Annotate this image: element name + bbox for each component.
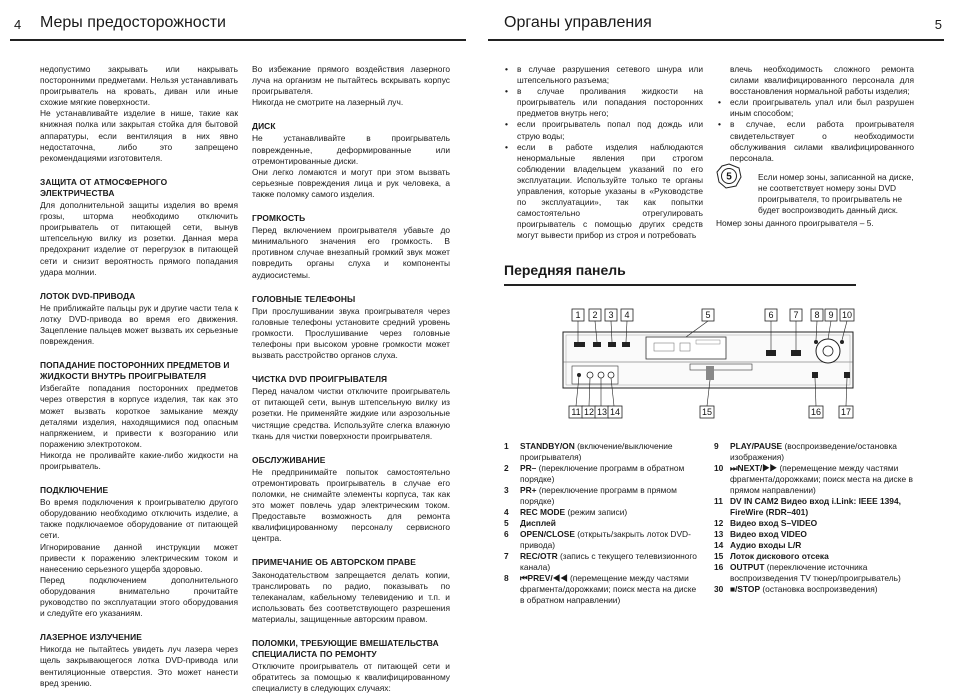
section-heading: ПОПАДАНИЕ ПОСТОРОННИХ ПРЕДМЕТОВ И ЖИДКОСТИ ВНУТРЬ ПРОИГРЫВАТЕЛЯ <box>40 360 230 382</box>
repair-cases-list <box>503 64 703 242</box>
legend-desc: (включение/выключение проигрывателя) <box>520 441 673 462</box>
paragraph: Законодательством запрещается делать копии, транслировать по радио, показывать по телеканалам, кабельному телевидению и т.п. и использовать без соответствующего разрешения материалы, защищенные авторским правом. <box>252 569 450 624</box>
legend-number: 2 <box>504 463 509 473</box>
section-heading: ОБСЛУЖИВАНИЕ <box>252 454 326 465</box>
paragraph: Перед включением проигрывателя убавьте до минимального значения его громкость. В противном случае внезапный громкий звук может повредить органы слуха и компоненты аудиосистемы. <box>252 225 450 280</box>
legend-label: PR– <box>520 463 537 473</box>
section-heading: ПРИМЕЧАНИЕ ОБ АВТОРСКОМ ПРАВЕ <box>252 557 416 568</box>
section-divider <box>504 284 856 286</box>
paragraph: влечь необходимость сложного ремонта силами квалифицированного персонала для восстановления нормальной работы изделия; <box>730 64 914 97</box>
callout-1: 1 <box>575 310 581 320</box>
legend-number: 8 <box>504 573 509 583</box>
callout-6: 6 <box>768 310 774 320</box>
legend-label: STANDBY/ON <box>520 441 575 451</box>
legend-row <box>504 485 702 507</box>
legend-number: 1 <box>504 441 509 451</box>
legend-left <box>504 441 702 606</box>
paragraph: Не приближайте пальцы рук и другие части тела к лотку DVD-привода во время его движения. Зацепление пальцев может вызвать их серьезные повреждения. <box>40 302 238 347</box>
right-page-header <box>488 13 944 41</box>
section-heading: ЗАЩИТА ОТ АТМОСФЕРНОГО ЭЛЕКТРИЧЕСТВА <box>40 176 168 198</box>
legend-desc: (режим записи) <box>565 507 628 517</box>
legend-number: 11 <box>714 496 723 506</box>
legend-row <box>714 518 914 529</box>
paragraph: Во избежание прямого воздействия лазерного луча на организм не пытайтесь вскрывать корпус проигрывателя. <box>252 64 450 97</box>
legend-desc: (открыть/закрыть лоток DVD-привода) <box>520 529 691 550</box>
legend-number: 9 <box>714 441 719 451</box>
paragraph: недопустимо закрывать или накрывать посторонними предметами. Нельзя устанавливать проигрыватель на кровать, диван или иные схожие мягкие поверхности. <box>40 64 238 108</box>
front-panel-title: Передняя панель <box>504 262 626 278</box>
legend-row <box>714 584 914 595</box>
paragraph: Они легко ломаются и могут при этом вызвать серьезные повреждения лица и рук человека, а также поломку самого изделия. <box>252 166 450 199</box>
region-note: Если номер зоны, записанной на диске, не соответствует номеру зоны DVD проигрывателя, то проигрыватель не будет воспроизводить данный диск. <box>758 171 914 216</box>
callout-11: 11 <box>571 407 581 417</box>
right-page-number: 5 <box>934 17 942 32</box>
section-heading: ЛОТОК DVD-ПРИВОДА <box>40 290 136 301</box>
legend-number: 16 <box>714 562 724 572</box>
callout-8: 8 <box>814 310 820 320</box>
legend-number: 14 <box>714 540 724 550</box>
callout-4: 4 <box>624 310 630 320</box>
legend-row <box>504 518 702 529</box>
section-heading: ДИСК <box>252 121 276 132</box>
right-page-title: Органы управления <box>504 14 652 31</box>
legend-row <box>504 441 702 463</box>
callout-12: 12 <box>583 407 595 417</box>
paragraph: Никогда не пытайтесь увидеть луч лазера через щель закрывающегося лотка DVD-привода или вентиляционные отверстия. Это может нанести вред зрению. <box>40 644 238 688</box>
paragraph: Перед подключением дополнительного оборудования внимательно прочитайте руководство по эксплуатации этого оборудования и следуйте его указаниям. <box>40 574 238 619</box>
paragraph: Перед началом чистки отключите проигрыватель от питающей сети, вынув штепсельную вилку из розетки. Не применяйте жидкие или аэрозольные чистящие средства. Используйте слегка влажную ткань для чистки поверхности проигрывателя. <box>252 386 450 441</box>
section-heading: ГОЛОВНЫЕ ТЕЛЕФОНЫ <box>252 293 356 304</box>
paragraph: Для дополнительной защиты изделия во время грозы, шторма необходимо отключить проигрыватель от питающей сети, вынув штепсельную вилку из розетки. Данная мера предохранит изделие от перегрузок в питающей сети и снизит вероятность прямого попадания удара молнии. <box>40 200 238 277</box>
legend-row <box>504 529 702 551</box>
legend-row <box>504 573 702 606</box>
legend-number: 4 <box>504 507 509 517</box>
callout-14: 14 <box>609 407 621 417</box>
callout-17: 17 <box>840 407 852 417</box>
paragraph: Не предпринимайте попыток самостоятельно отремонтировать проигрыватель в случае его поломки, не снимайте элементы корпуса, так как это может повлечь удар электрическим током. Предоставьте возможность для ремонта квалифицированному персоналу сервисного центра. <box>252 466 450 544</box>
legend-number: 7 <box>504 551 509 561</box>
legend-number: 15 <box>714 551 724 561</box>
legend-desc: (переключение источника воспроизведения TV тюнер/проигрыватель) <box>730 562 901 583</box>
paragraph: Отключите проигрыватель от питающей сети и обратитесь за помощью к квалифицированному специалисту в следующих случаях: <box>252 661 450 694</box>
region-globe-icon <box>716 163 742 189</box>
legend-desc: (переключение программ в прямом порядке) <box>520 485 677 506</box>
legend-row <box>714 529 914 540</box>
section-heading: ПОДКЛЮЧЕНИЕ <box>40 485 109 496</box>
legend-label: PR+ <box>520 485 537 495</box>
legend-label: OPEN/CLOSE <box>520 529 575 539</box>
legend-desc: (перемещение между частями фрагмента/дорожками; поиск места на диске в обратном направлении) <box>520 573 697 605</box>
callout-15: 15 <box>701 407 713 417</box>
legend-label: REC MODE <box>520 507 566 517</box>
legend-number: 30 <box>714 584 724 594</box>
legend-label: REC/OTR <box>520 551 558 561</box>
legend-row <box>504 507 702 518</box>
paragraph: Не устанавливайте в проигрыватель поврежденные, деформированные или отремонтированные диски. <box>252 133 450 166</box>
front-panel-diagram <box>560 306 860 422</box>
section-heading: ЧИСТКА DVD ПРОИГРЫВАТЕЛЯ <box>252 374 388 385</box>
legend-number: 10 <box>714 463 724 473</box>
paragraph: Избегайте попадания посторонних предметов через отверстия в корпусе изделия, так как это может вызвать короткое замыкание между деталями изделия, находящимися под опасным напряжением, и привести к возгоранию или поражению электротоком. <box>40 383 238 449</box>
legend-row <box>714 496 914 518</box>
repair-cases-list-continued <box>716 97 914 164</box>
legend-label: Лоток дискового отсека <box>730 551 829 561</box>
legend-right <box>714 441 914 595</box>
callout-13: 13 <box>596 407 608 417</box>
legend-number: 5 <box>504 518 509 528</box>
legend-row <box>504 551 702 573</box>
legend-label: ⏮PREV/◀◀ <box>520 573 568 583</box>
callout-16: 16 <box>810 407 822 417</box>
left-page-title: Меры предосторожности <box>40 14 226 31</box>
callout-5: 5 <box>705 310 711 320</box>
callout-2: 2 <box>592 310 598 320</box>
legend-label: PLAY/PAUSE <box>730 441 783 451</box>
legend-number: 13 <box>714 529 724 539</box>
legend-label: DV IN CAM2 Видео вход i.Link: IEEE 1394, FireWire (RDR–401) <box>730 496 901 517</box>
legend-label: Видео вход VIDEO <box>730 529 807 539</box>
legend-label: ■/STOP <box>730 584 761 594</box>
legend-number: 6 <box>504 529 509 539</box>
paragraph: Никогда не смотрите на лазерный луч. <box>252 97 404 108</box>
legend-number: 3 <box>504 485 509 495</box>
legend-desc: (воспроизведение/остановка изображения) <box>730 441 897 462</box>
legend-row <box>714 551 914 562</box>
region-number-line: Номер зоны данного проигрывателя – 5. <box>716 218 874 229</box>
legend-label: ⏭NEXT/▶▶ <box>730 463 778 473</box>
legend-label: Дисплей <box>520 518 556 528</box>
legend-row <box>714 562 914 584</box>
paragraph: При прослушивании звука проигрывателя через головные телефоны установите средний уровень громкости. Прослушивание через головные телефоны при высоком уровне громкости может вызвать расстройство органов слуха. <box>252 305 450 361</box>
paragraph: Игнорирование данной инструкции может привести к поражению электрическим током и нанесению серьезного ущерба здоровью. <box>40 541 238 574</box>
left-page-number: 4 <box>14 17 22 32</box>
region-digit: 5 <box>726 171 732 183</box>
column-2 <box>252 64 450 695</box>
section-heading: ПОЛОМКИ, ТРЕБУЮЩИЕ ВМЕШАТЕЛЬСТВА СПЕЦИАЛИСТА ПО РЕМОНТУ <box>252 638 439 660</box>
callout-7: 7 <box>793 310 799 320</box>
column-4 <box>716 64 914 229</box>
legend-row <box>714 463 914 496</box>
front-panel-drawing <box>560 306 860 422</box>
legend-desc: (перемещение между частями фрагмента/дорожками; поиск места на диске в прямом направлении) <box>730 463 913 495</box>
list-item: • если проигрыватель попал под дождь или струю воды; <box>503 119 703 141</box>
column-1 <box>40 64 238 689</box>
callout-9: 9 <box>828 310 834 320</box>
legend-desc: (запись с текущего телевизионного канала) <box>520 551 697 572</box>
section-heading: ЛАЗЕРНОЕ ИЗЛУЧЕНИЕ <box>40 632 142 643</box>
legend-row <box>504 463 702 485</box>
legend-label: Аудио входы L/R <box>730 540 802 550</box>
paragraph: Во время подключения к проигрывателю другого оборудованию необходимо отключить изделие, а также подключаемое оборудование от питающей сети. <box>40 497 238 541</box>
left-page-header <box>10 13 466 41</box>
section-heading: ГРОМКОСТЬ <box>252 213 306 224</box>
list-item: • если проигрыватель упал или был разрушен иным способом; <box>716 97 914 119</box>
list-item: • в случае проливания жидкости на проигрыватель или попадания посторонних предметов внутрь него; <box>503 86 703 119</box>
legend-row <box>714 441 914 463</box>
legend-row <box>714 540 914 551</box>
paragraph: Не устанавливайте изделие в нише, такие как книжная полка или закрытая стойка для бытовой аппаратуры, если вентиляция в них явно недостаточна, либо это запрещено рекомендациями изготовителя. <box>40 108 238 163</box>
callout-3: 3 <box>608 310 614 320</box>
list-item: • если в работе изделия наблюдаются ненормальные явления при строгом соблюдении владельцем указаний по его эксплуатации. Используйте только те органы управления, которые указаны в «Руководстве по эксплуатации», так как попытки самостоятельно отрегулировать проигрыватель с помощью других средств могут вывести прибор из строя и потребовать <box>503 142 703 242</box>
list-item: • в случае разрушения сетевого шнура или штепсельного разъема; <box>503 64 703 86</box>
callout-10: 10 <box>841 310 853 320</box>
legend-number: 12 <box>714 518 724 528</box>
legend-label: Видео вход S–VIDEO <box>730 518 818 528</box>
column-3 <box>503 64 703 242</box>
list-item: • в случае, если работа проигрывателя свидетельствует о необходимости обслуживания силами квалифицированного персонала. <box>716 119 914 163</box>
legend-label: OUTPUT <box>730 562 765 572</box>
legend-desc: (остановка воспроизведения) <box>760 584 878 594</box>
legend-desc: (переключение программ в обратном порядке) <box>520 463 685 484</box>
paragraph: Никогда не проливайте какие-либо жидкости на проигрыватель. <box>40 449 238 471</box>
